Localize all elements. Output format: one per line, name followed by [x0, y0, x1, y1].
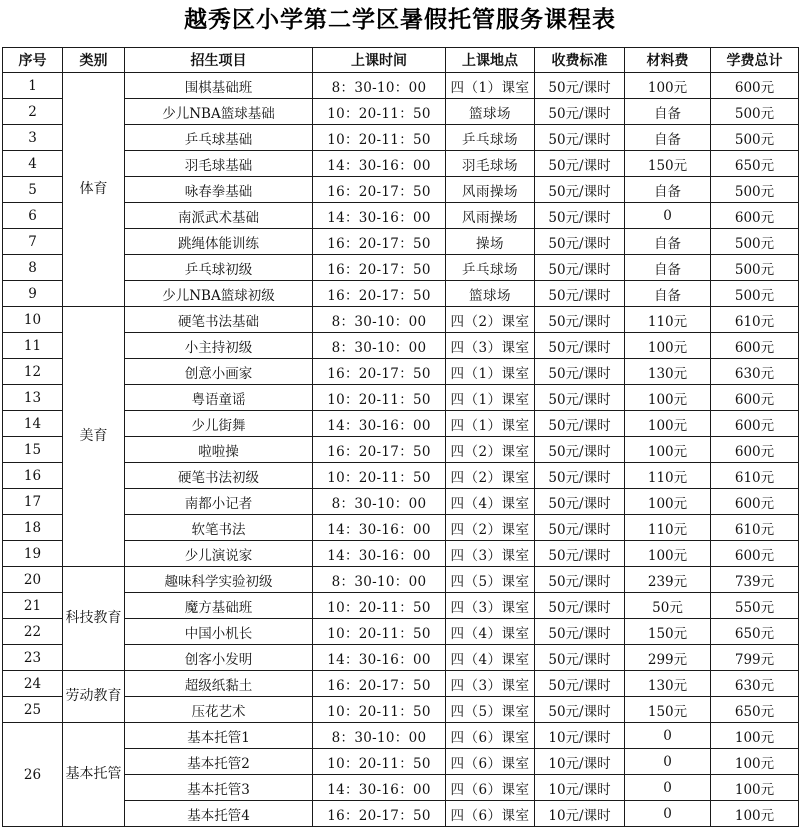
fee-cell: 10元/课时: [535, 723, 625, 749]
material-cell: 50元: [625, 593, 711, 619]
location-cell: 四（6）课室: [446, 775, 535, 801]
project-cell: 魔方基础班: [125, 593, 313, 619]
material-cell: 150元: [625, 697, 711, 723]
row-number-cell: 14: [3, 411, 63, 437]
total-cell: 600元: [711, 437, 799, 463]
category-cell: 美育: [63, 307, 125, 567]
location-cell: 四（1）课室: [446, 359, 535, 385]
fee-cell: 50元/课时: [535, 411, 625, 437]
time-cell: 14：30-16：00: [313, 515, 446, 541]
material-cell: 自备: [625, 281, 711, 307]
location-cell: 四（2）课室: [446, 515, 535, 541]
total-cell: 600元: [711, 411, 799, 437]
total-cell: 650元: [711, 151, 799, 177]
total-cell: 610元: [711, 307, 799, 333]
project-cell: 粤语童谣: [125, 385, 313, 411]
total-cell: 500元: [711, 281, 799, 307]
project-cell: 压花艺术: [125, 697, 313, 723]
fee-cell: 50元/课时: [535, 151, 625, 177]
material-cell: 自备: [625, 125, 711, 151]
total-cell: 500元: [711, 229, 799, 255]
project-cell: 软笔书法: [125, 515, 313, 541]
row-number-cell: 24: [3, 671, 63, 697]
total-cell: 500元: [711, 177, 799, 203]
location-cell: 风雨操场: [446, 203, 535, 229]
project-cell: 创客小发明: [125, 645, 313, 671]
total-cell: 500元: [711, 99, 799, 125]
location-cell: 四（5）课室: [446, 567, 535, 593]
material-cell: 150元: [625, 151, 711, 177]
material-cell: 110元: [625, 463, 711, 489]
material-cell: 239元: [625, 567, 711, 593]
location-cell: 四（1）课室: [446, 73, 535, 99]
time-cell: 16：20-17：50: [313, 255, 446, 281]
location-cell: 四（1）课室: [446, 385, 535, 411]
header-fee: 收费标准: [535, 48, 625, 73]
time-cell: 14：30-16：00: [313, 411, 446, 437]
time-cell: 10：20-11：50: [313, 619, 446, 645]
total-cell: 600元: [711, 73, 799, 99]
table-row: [3, 73, 799, 99]
material-cell: 100元: [625, 385, 711, 411]
location-cell: 四（6）课室: [446, 723, 535, 749]
project-cell: 硬笔书法初级: [125, 463, 313, 489]
material-cell: 110元: [625, 307, 711, 333]
material-cell: 100元: [625, 73, 711, 99]
project-cell: 小主持初级: [125, 333, 313, 359]
header-location: 上课地点: [446, 48, 535, 73]
fee-cell: 50元/课时: [535, 177, 625, 203]
fee-cell: 50元/课时: [535, 307, 625, 333]
total-cell: 630元: [711, 671, 799, 697]
row-number-cell: 4: [3, 151, 63, 177]
total-cell: 500元: [711, 255, 799, 281]
page-title: 越秀区小学第二学区暑假托管服务课程表: [184, 7, 616, 33]
time-cell: 16：20-17：50: [313, 437, 446, 463]
fee-cell: 50元/课时: [535, 359, 625, 385]
location-cell: 四（3）课室: [446, 541, 535, 567]
time-cell: 8：30-10：00: [313, 489, 446, 515]
project-cell: 基本托管4: [125, 801, 313, 827]
table-row: [3, 307, 799, 333]
material-cell: 自备: [625, 255, 711, 281]
time-cell: 14：30-16：00: [313, 151, 446, 177]
location-cell: 四（2）课室: [446, 307, 535, 333]
row-number-cell: 6: [3, 203, 63, 229]
location-cell: 四（3）课室: [446, 671, 535, 697]
location-cell: 四（2）课室: [446, 463, 535, 489]
time-cell: 16：20-17：50: [313, 671, 446, 697]
row-number-cell: 9: [3, 281, 63, 307]
time-cell: 16：20-17：50: [313, 229, 446, 255]
location-cell: 篮球场: [446, 281, 535, 307]
time-cell: 16：20-17：50: [313, 177, 446, 203]
total-cell: 600元: [711, 203, 799, 229]
category-cell: 体育: [63, 73, 125, 307]
category-cell: 科技教育: [63, 567, 125, 671]
fee-cell: 50元/课时: [535, 619, 625, 645]
total-cell: 100元: [711, 749, 799, 775]
total-cell: 650元: [711, 697, 799, 723]
row-number-cell: 10: [3, 307, 63, 333]
location-cell: 四（3）课室: [446, 593, 535, 619]
course-schedule-table: [2, 47, 799, 827]
fee-cell: 50元/课时: [535, 73, 625, 99]
header-total: 学费总计: [711, 48, 799, 73]
fee-cell: 50元/课时: [535, 645, 625, 671]
total-cell: 550元: [711, 593, 799, 619]
time-cell: 8：30-10：00: [313, 73, 446, 99]
project-cell: 基本托管1: [125, 723, 313, 749]
row-number-cell: 17: [3, 489, 63, 515]
location-cell: 四（1）课室: [446, 411, 535, 437]
fee-cell: 50元/课时: [535, 697, 625, 723]
row-number-cell: 15: [3, 437, 63, 463]
project-cell: 围棋基础班: [125, 73, 313, 99]
location-cell: 四（3）课室: [446, 333, 535, 359]
row-number-cell: 20: [3, 567, 63, 593]
fee-cell: 10元/课时: [535, 749, 625, 775]
total-cell: 600元: [711, 333, 799, 359]
project-cell: 基本托管2: [125, 749, 313, 775]
table-row: [3, 567, 799, 593]
project-cell: 中国小机长: [125, 619, 313, 645]
time-cell: 14：30-16：00: [313, 541, 446, 567]
header-row: [3, 48, 799, 73]
row-number-cell: 11: [3, 333, 63, 359]
project-cell: 少儿NBA篮球基础: [125, 99, 313, 125]
fee-cell: 50元/课时: [535, 229, 625, 255]
time-cell: 8：30-10：00: [313, 307, 446, 333]
row-number-cell: 21: [3, 593, 63, 619]
total-cell: 610元: [711, 463, 799, 489]
material-cell: 0: [625, 801, 711, 827]
time-cell: 14：30-16：00: [313, 775, 446, 801]
location-cell: 四（2）课室: [446, 437, 535, 463]
time-cell: 10：20-11：50: [313, 99, 446, 125]
material-cell: 100元: [625, 437, 711, 463]
fee-cell: 50元/课时: [535, 567, 625, 593]
project-cell: 咏春拳基础: [125, 177, 313, 203]
total-cell: 739元: [711, 567, 799, 593]
time-cell: 10：20-11：50: [313, 593, 446, 619]
material-cell: 299元: [625, 645, 711, 671]
table-body: [3, 73, 799, 827]
location-cell: 乒乓球场: [446, 125, 535, 151]
project-cell: 少儿街舞: [125, 411, 313, 437]
time-cell: 14：30-16：00: [313, 645, 446, 671]
fee-cell: 10元/课时: [535, 801, 625, 827]
location-cell: 四（4）课室: [446, 619, 535, 645]
time-cell: 10：20-11：50: [313, 125, 446, 151]
project-cell: 基本托管3: [125, 775, 313, 801]
category-cell: 基本托管: [63, 723, 125, 827]
location-cell: 羽毛球场: [446, 151, 535, 177]
fee-cell: 50元/课时: [535, 203, 625, 229]
row-number-cell: 16: [3, 463, 63, 489]
fee-cell: 50元/课时: [535, 385, 625, 411]
header-material: 材料费: [625, 48, 711, 73]
time-cell: 16：20-17：50: [313, 359, 446, 385]
material-cell: 100元: [625, 541, 711, 567]
material-cell: 自备: [625, 177, 711, 203]
total-cell: 100元: [711, 801, 799, 827]
total-cell: 650元: [711, 619, 799, 645]
time-cell: 10：20-11：50: [313, 385, 446, 411]
total-cell: 600元: [711, 385, 799, 411]
total-cell: 500元: [711, 125, 799, 151]
header-number: 序号: [3, 48, 63, 73]
row-number-cell: 13: [3, 385, 63, 411]
total-cell: 630元: [711, 359, 799, 385]
location-cell: 四（6）课室: [446, 801, 535, 827]
row-number-cell: 2: [3, 99, 63, 125]
location-cell: 四（4）课室: [446, 489, 535, 515]
project-cell: 跳绳体能训练: [125, 229, 313, 255]
material-cell: 150元: [625, 619, 711, 645]
time-cell: 8：30-10：00: [313, 333, 446, 359]
total-cell: 100元: [711, 775, 799, 801]
material-cell: 100元: [625, 489, 711, 515]
total-cell: 600元: [711, 541, 799, 567]
row-number-cell: 1: [3, 73, 63, 99]
project-cell: 南派武术基础: [125, 203, 313, 229]
project-cell: 乒乓球初级: [125, 255, 313, 281]
fee-cell: 50元/课时: [535, 281, 625, 307]
project-cell: 创意小画家: [125, 359, 313, 385]
project-cell: 啦啦操: [125, 437, 313, 463]
table-row: [3, 671, 799, 697]
time-cell: 8：30-10：00: [313, 723, 446, 749]
row-number-cell: 18: [3, 515, 63, 541]
fee-cell: 50元/课时: [535, 437, 625, 463]
project-cell: 少儿演说家: [125, 541, 313, 567]
material-cell: 100元: [625, 411, 711, 437]
project-cell: 乒乓球基础: [125, 125, 313, 151]
location-cell: 四（4）课室: [446, 645, 535, 671]
material-cell: 0: [625, 723, 711, 749]
row-number-cell: 26: [3, 723, 63, 827]
material-cell: 0: [625, 203, 711, 229]
category-cell: 劳动教育: [63, 671, 125, 723]
fee-cell: 50元/课时: [535, 593, 625, 619]
material-cell: 100元: [625, 333, 711, 359]
time-cell: 14：30-16：00: [313, 203, 446, 229]
project-cell: 羽毛球基础: [125, 151, 313, 177]
location-cell: 篮球场: [446, 99, 535, 125]
fee-cell: 50元/课时: [535, 541, 625, 567]
material-cell: 130元: [625, 671, 711, 697]
fee-cell: 50元/课时: [535, 671, 625, 697]
project-cell: 趣味科学实验初级: [125, 567, 313, 593]
total-cell: 100元: [711, 723, 799, 749]
row-number-cell: 22: [3, 619, 63, 645]
material-cell: 自备: [625, 229, 711, 255]
time-cell: 16：20-17：50: [313, 281, 446, 307]
fee-cell: 50元/课时: [535, 333, 625, 359]
location-cell: 操场: [446, 229, 535, 255]
row-number-cell: 3: [3, 125, 63, 151]
project-cell: 超级纸黏土: [125, 671, 313, 697]
total-cell: 610元: [711, 515, 799, 541]
row-number-cell: 7: [3, 229, 63, 255]
time-cell: 10：20-11：50: [313, 749, 446, 775]
total-cell: 600元: [711, 489, 799, 515]
project-cell: 硬笔书法基础: [125, 307, 313, 333]
table-row: [3, 723, 799, 749]
location-cell: 四（6）课室: [446, 749, 535, 775]
material-cell: 110元: [625, 515, 711, 541]
fee-cell: 10元/课时: [535, 775, 625, 801]
location-cell: 四（5）课室: [446, 697, 535, 723]
time-cell: 10：20-11：50: [313, 697, 446, 723]
fee-cell: 50元/课时: [535, 463, 625, 489]
material-cell: 0: [625, 775, 711, 801]
row-number-cell: 12: [3, 359, 63, 385]
location-cell: 乒乓球场: [446, 255, 535, 281]
header-project: 招生项目: [125, 48, 313, 73]
row-number-cell: 25: [3, 697, 63, 723]
fee-cell: 50元/课时: [535, 489, 625, 515]
material-cell: 自备: [625, 99, 711, 125]
time-cell: 16：20-17：50: [313, 801, 446, 827]
project-cell: 南都小记者: [125, 489, 313, 515]
time-cell: 8：30-10：00: [313, 567, 446, 593]
row-number-cell: 19: [3, 541, 63, 567]
fee-cell: 50元/课时: [535, 125, 625, 151]
material-cell: 0: [625, 749, 711, 775]
material-cell: 130元: [625, 359, 711, 385]
fee-cell: 50元/课时: [535, 99, 625, 125]
fee-cell: 50元/课时: [535, 255, 625, 281]
project-cell: 少儿NBA篮球初级: [125, 281, 313, 307]
location-cell: 风雨操场: [446, 177, 535, 203]
row-number-cell: 5: [3, 177, 63, 203]
row-number-cell: 8: [3, 255, 63, 281]
header-time: 上课时间: [313, 48, 446, 73]
row-number-cell: 23: [3, 645, 63, 671]
header-category: 类别: [63, 48, 125, 73]
fee-cell: 50元/课时: [535, 515, 625, 541]
total-cell: 799元: [711, 645, 799, 671]
time-cell: 10：20-11：50: [313, 463, 446, 489]
